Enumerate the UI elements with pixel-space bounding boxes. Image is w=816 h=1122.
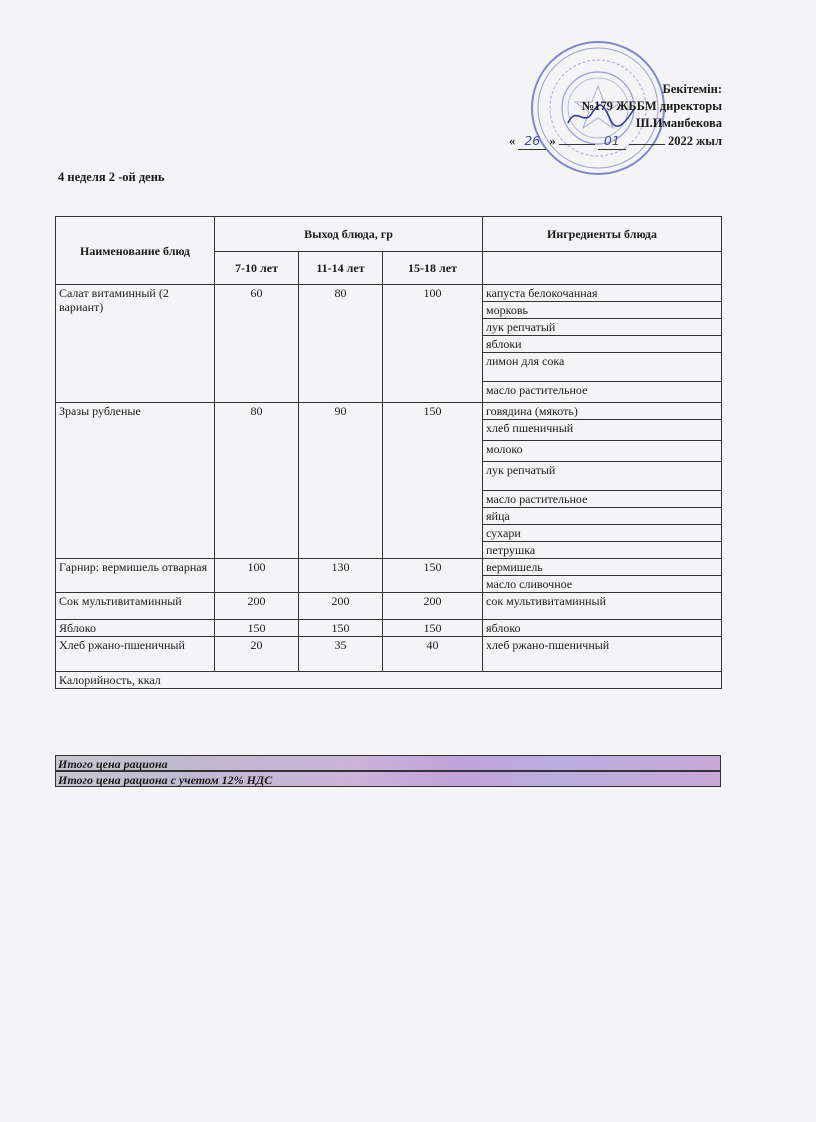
calories-label: Калорийность, ккал	[56, 672, 722, 689]
ingredient: молоко	[483, 441, 722, 462]
dish-name: Хлеб ржано-пшеничный	[56, 637, 215, 672]
menu-table	[55, 216, 722, 689]
dish-output-7-10: 60	[215, 285, 299, 403]
ingredient: морковь	[483, 302, 722, 319]
dish-output-7-10: 100	[215, 559, 299, 593]
dish-name: Салат витаминный (2 вариант)	[56, 285, 215, 403]
header-age-15-18: 15-18 лет	[383, 252, 483, 285]
date-day: 26	[518, 132, 546, 150]
approval-director-name: Ш.Иманбекова	[635, 116, 722, 130]
dish-output-15-18: 200	[383, 593, 483, 620]
dish-output-7-10: 150	[215, 620, 299, 637]
ingredient: хлеб пшеничный	[483, 420, 722, 441]
dish-output-15-18: 150	[383, 620, 483, 637]
date-year: 2022 жыл	[668, 134, 722, 148]
dish-output-15-18: 100	[383, 285, 483, 403]
ingredient: говядина (мякоть)	[483, 403, 722, 420]
dish-output-7-10: 80	[215, 403, 299, 559]
dish-output-11-14: 130	[299, 559, 383, 593]
header-age-7-10: 7-10 лет	[215, 252, 299, 285]
dish-output-11-14: 200	[299, 593, 383, 620]
dish-output-7-10: 200	[215, 593, 299, 620]
ingredient: яблоко	[483, 620, 722, 637]
ingredient: масло сливочное	[483, 576, 722, 593]
ingredient: яблоки	[483, 336, 722, 353]
approval-position: №179 ЖББМ директоры	[581, 99, 722, 113]
ingredient: яйца	[483, 508, 722, 525]
header-output: Выход блюда, гр	[215, 217, 483, 252]
dish-output-7-10: 20	[215, 637, 299, 672]
calories-row	[56, 672, 722, 689]
ingredient: лук репчатый	[483, 462, 722, 491]
table-row	[56, 593, 722, 620]
ingredient: сухари	[483, 525, 722, 542]
dish-name: Яблоко	[56, 620, 215, 637]
approval-title: Бекітемін:	[662, 82, 722, 96]
day-title: 4 неделя 2 -ой день	[58, 170, 165, 184]
approval-block	[462, 81, 722, 150]
date-quote-close: »	[549, 134, 556, 148]
ingredient: хлеб ржано-пшеничный	[483, 637, 722, 672]
dish-output-11-14: 80	[299, 285, 383, 403]
ingredient: сок мультивитаминный	[483, 593, 722, 620]
ingredient: капуста белокочанная	[483, 285, 722, 302]
ingredient: петрушка	[483, 542, 722, 559]
total-price-vat-bar: Итого цена рациона с учетом 12% НДС	[55, 771, 721, 787]
approval-date	[462, 132, 722, 150]
table-row	[56, 403, 722, 420]
dish-output-11-14: 150	[299, 620, 383, 637]
date-month: 01	[598, 132, 626, 150]
ingredient: лимон для сока	[483, 353, 722, 382]
date-blank	[559, 144, 595, 145]
header-ingredients-empty	[483, 252, 722, 285]
header-ingredients: Ингредиенты блюда	[483, 217, 722, 252]
dish-output-11-14: 35	[299, 637, 383, 672]
table-row	[56, 559, 722, 576]
dish-name: Сок мультивитаминный	[56, 593, 215, 620]
date-quote-open: «	[508, 134, 516, 148]
table-row	[56, 285, 722, 302]
header-dish-name: Наименование блюд	[56, 217, 215, 285]
dish-output-15-18: 150	[383, 559, 483, 593]
dish-name: Зразы рубленые	[56, 403, 215, 559]
table-row	[56, 620, 722, 637]
dish-output-15-18: 150	[383, 403, 483, 559]
dish-name: Гарнир: вермишель отварная	[56, 559, 215, 593]
ingredient: масло растительное	[483, 382, 722, 403]
total-price-bar: Итого цена рациона	[55, 755, 721, 771]
ingredient: вермишель	[483, 559, 722, 576]
date-blank	[629, 144, 665, 145]
dish-output-11-14: 90	[299, 403, 383, 559]
table-row	[56, 637, 722, 672]
ingredient: лук репчатый	[483, 319, 722, 336]
header-age-11-14: 11-14 лет	[299, 252, 383, 285]
ingredient: масло растительное	[483, 491, 722, 508]
dish-output-15-18: 40	[383, 637, 483, 672]
